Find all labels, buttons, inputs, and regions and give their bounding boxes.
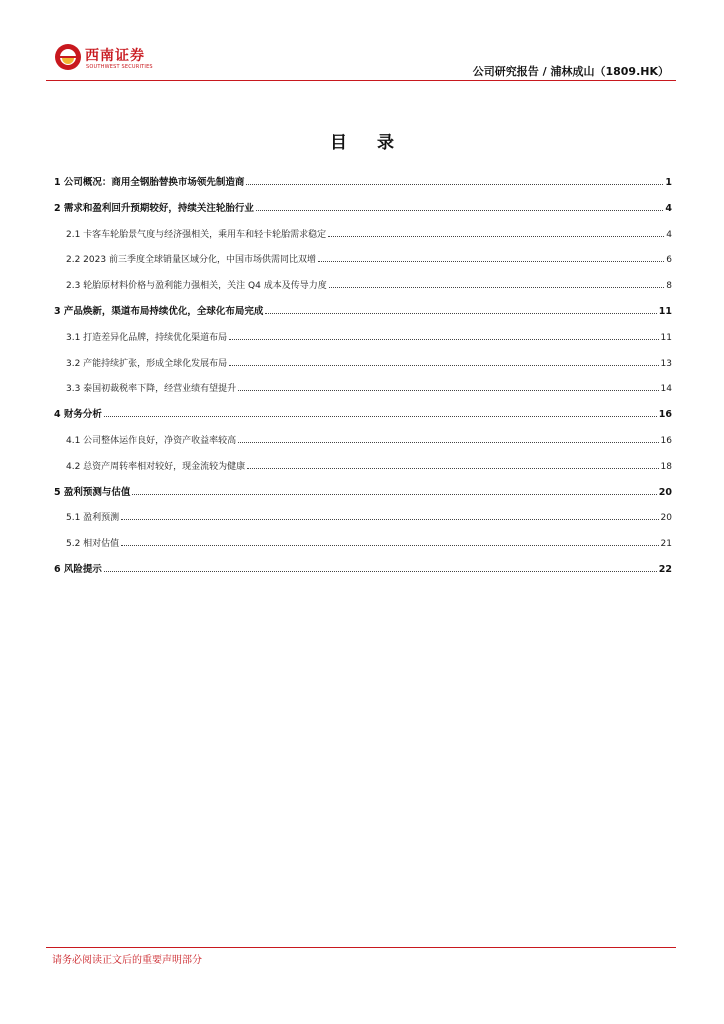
toc-entry-label: 5.1 盈利预测 bbox=[66, 513, 120, 524]
toc-entry-page: 18 bbox=[660, 461, 672, 472]
page-header bbox=[0, 0, 724, 82]
toc-subsection-entry[interactable] bbox=[54, 529, 672, 549]
report-tag: 公司研究报告 / 浦林成山（1809.HK） bbox=[472, 65, 669, 78]
toc-leader-dots bbox=[229, 339, 658, 340]
toc-section-entry[interactable] bbox=[54, 400, 672, 420]
logo-name-cn: 西南证券 bbox=[85, 48, 145, 64]
toc-entry-page: 14 bbox=[660, 384, 672, 395]
toc-entry-label: 1 公司概况：商用全钢胎替换市场领先制造商 bbox=[54, 177, 245, 188]
toc-entry-label: 2 需求和盈利回升预期较好，持续关注轮胎行业 bbox=[54, 202, 254, 214]
footer-disclaimer: 请务必阅读正文后的重要声明部分 bbox=[52, 955, 202, 966]
toc-subsection-entry[interactable] bbox=[54, 426, 672, 446]
toc-leader-dots bbox=[328, 236, 664, 237]
toc-entry-page: 20 bbox=[658, 486, 672, 498]
toc-entry-page: 11 bbox=[658, 306, 672, 317]
toc-section-entry[interactable] bbox=[54, 194, 672, 214]
header-divider bbox=[46, 80, 676, 81]
toc-entry-label: 4.2 总资产周转率相对较好，现金流较为健康 bbox=[66, 461, 246, 472]
toc-entry-label: 2.3 轮胎原材料价格与盈利能力强相关，关注 Q4 成本及传导力度 bbox=[66, 281, 327, 292]
toc-entry-label: 3.1 打造差异化品牌，持续优化渠道布局 bbox=[66, 332, 228, 343]
toc-entry-page: 4 bbox=[665, 202, 672, 214]
toc-entry-page: 13 bbox=[660, 358, 672, 369]
toc-entry-label: 4 财务分析 bbox=[54, 409, 102, 421]
toc-subsection-entry[interactable] bbox=[54, 271, 672, 291]
toc-leader-dots bbox=[121, 545, 658, 546]
toc-entry-page: 16 bbox=[660, 436, 672, 446]
toc-entry-label: 4.1 公司整体运作良好，净资产收益率较高 bbox=[66, 436, 237, 446]
toc-subsection-entry[interactable] bbox=[54, 245, 672, 265]
toc-leader-dots bbox=[229, 365, 658, 366]
toc-leader-dots bbox=[318, 261, 664, 262]
toc-entry-page: 6 bbox=[666, 255, 672, 266]
toc-entry-page: 1 bbox=[665, 177, 672, 188]
toc-entry-label: 5 盈利预测与估值 bbox=[54, 486, 131, 498]
toc-entry-label: 6 风险提示 bbox=[54, 564, 102, 575]
toc-subsection-entry[interactable] bbox=[54, 323, 672, 343]
toc-entry-page: 11 bbox=[660, 332, 672, 343]
toc-entry-label: 5.2 相对估值 bbox=[66, 539, 120, 550]
toc-leader-dots bbox=[104, 416, 657, 417]
toc-entry-label: 2.2 2023 前三季度全球销量区域分化，中国市场供需同比双增 bbox=[66, 255, 316, 266]
logo-name-en: SOUTHWEST SECURITIES bbox=[86, 64, 153, 70]
toc-leader-dots bbox=[121, 519, 658, 520]
toc-entry-page: 16 bbox=[658, 409, 672, 421]
toc-leader-dots bbox=[256, 210, 663, 211]
toc-entry-page: 4 bbox=[666, 229, 672, 240]
toc-entry-page: 20 bbox=[660, 513, 672, 524]
toc-entry-label: 3.2 产能持续扩张，形成全球化发展布局 bbox=[66, 358, 228, 369]
toc-leader-dots bbox=[238, 442, 658, 443]
toc-leader-dots bbox=[265, 313, 656, 314]
toc-subsection-entry[interactable] bbox=[54, 374, 672, 394]
toc-section-entry[interactable] bbox=[54, 168, 672, 188]
toc-subsection-entry[interactable] bbox=[54, 220, 672, 240]
company-logo bbox=[54, 43, 204, 73]
footer-divider bbox=[46, 947, 676, 948]
toc-leader-dots bbox=[104, 571, 657, 572]
toc-subsection-entry[interactable] bbox=[54, 503, 672, 523]
toc-leader-dots bbox=[329, 287, 665, 288]
toc-entry-label: 2.1 卡客车轮胎景气度与经济强相关，乘用车和轻卡轮胎需求稳定 bbox=[66, 229, 327, 240]
toc-section-entry[interactable] bbox=[54, 478, 672, 498]
toc-entry-page: 22 bbox=[658, 564, 672, 575]
toc-entry-page: 8 bbox=[666, 281, 672, 292]
toc-subsection-entry[interactable] bbox=[54, 349, 672, 369]
toc-title: 目 录 bbox=[330, 133, 406, 153]
toc-leader-dots bbox=[238, 390, 658, 391]
toc-entry-label: 3.3 泰国初裁税率下降，经营业绩有望提升 bbox=[66, 384, 237, 395]
southwest-securities-logo-icon bbox=[54, 43, 82, 71]
toc-entry-page: 21 bbox=[660, 539, 672, 550]
toc-leader-dots bbox=[246, 184, 663, 185]
toc-leader-dots bbox=[247, 468, 658, 469]
toc-subsection-entry[interactable] bbox=[54, 452, 672, 472]
toc-section-entry[interactable] bbox=[54, 555, 672, 575]
toc-leader-dots bbox=[132, 494, 656, 495]
toc-section-entry[interactable] bbox=[54, 297, 672, 317]
toc-entry-label: 3 产品焕新，渠道布局持续优化，全球化布局完成 bbox=[54, 306, 264, 317]
